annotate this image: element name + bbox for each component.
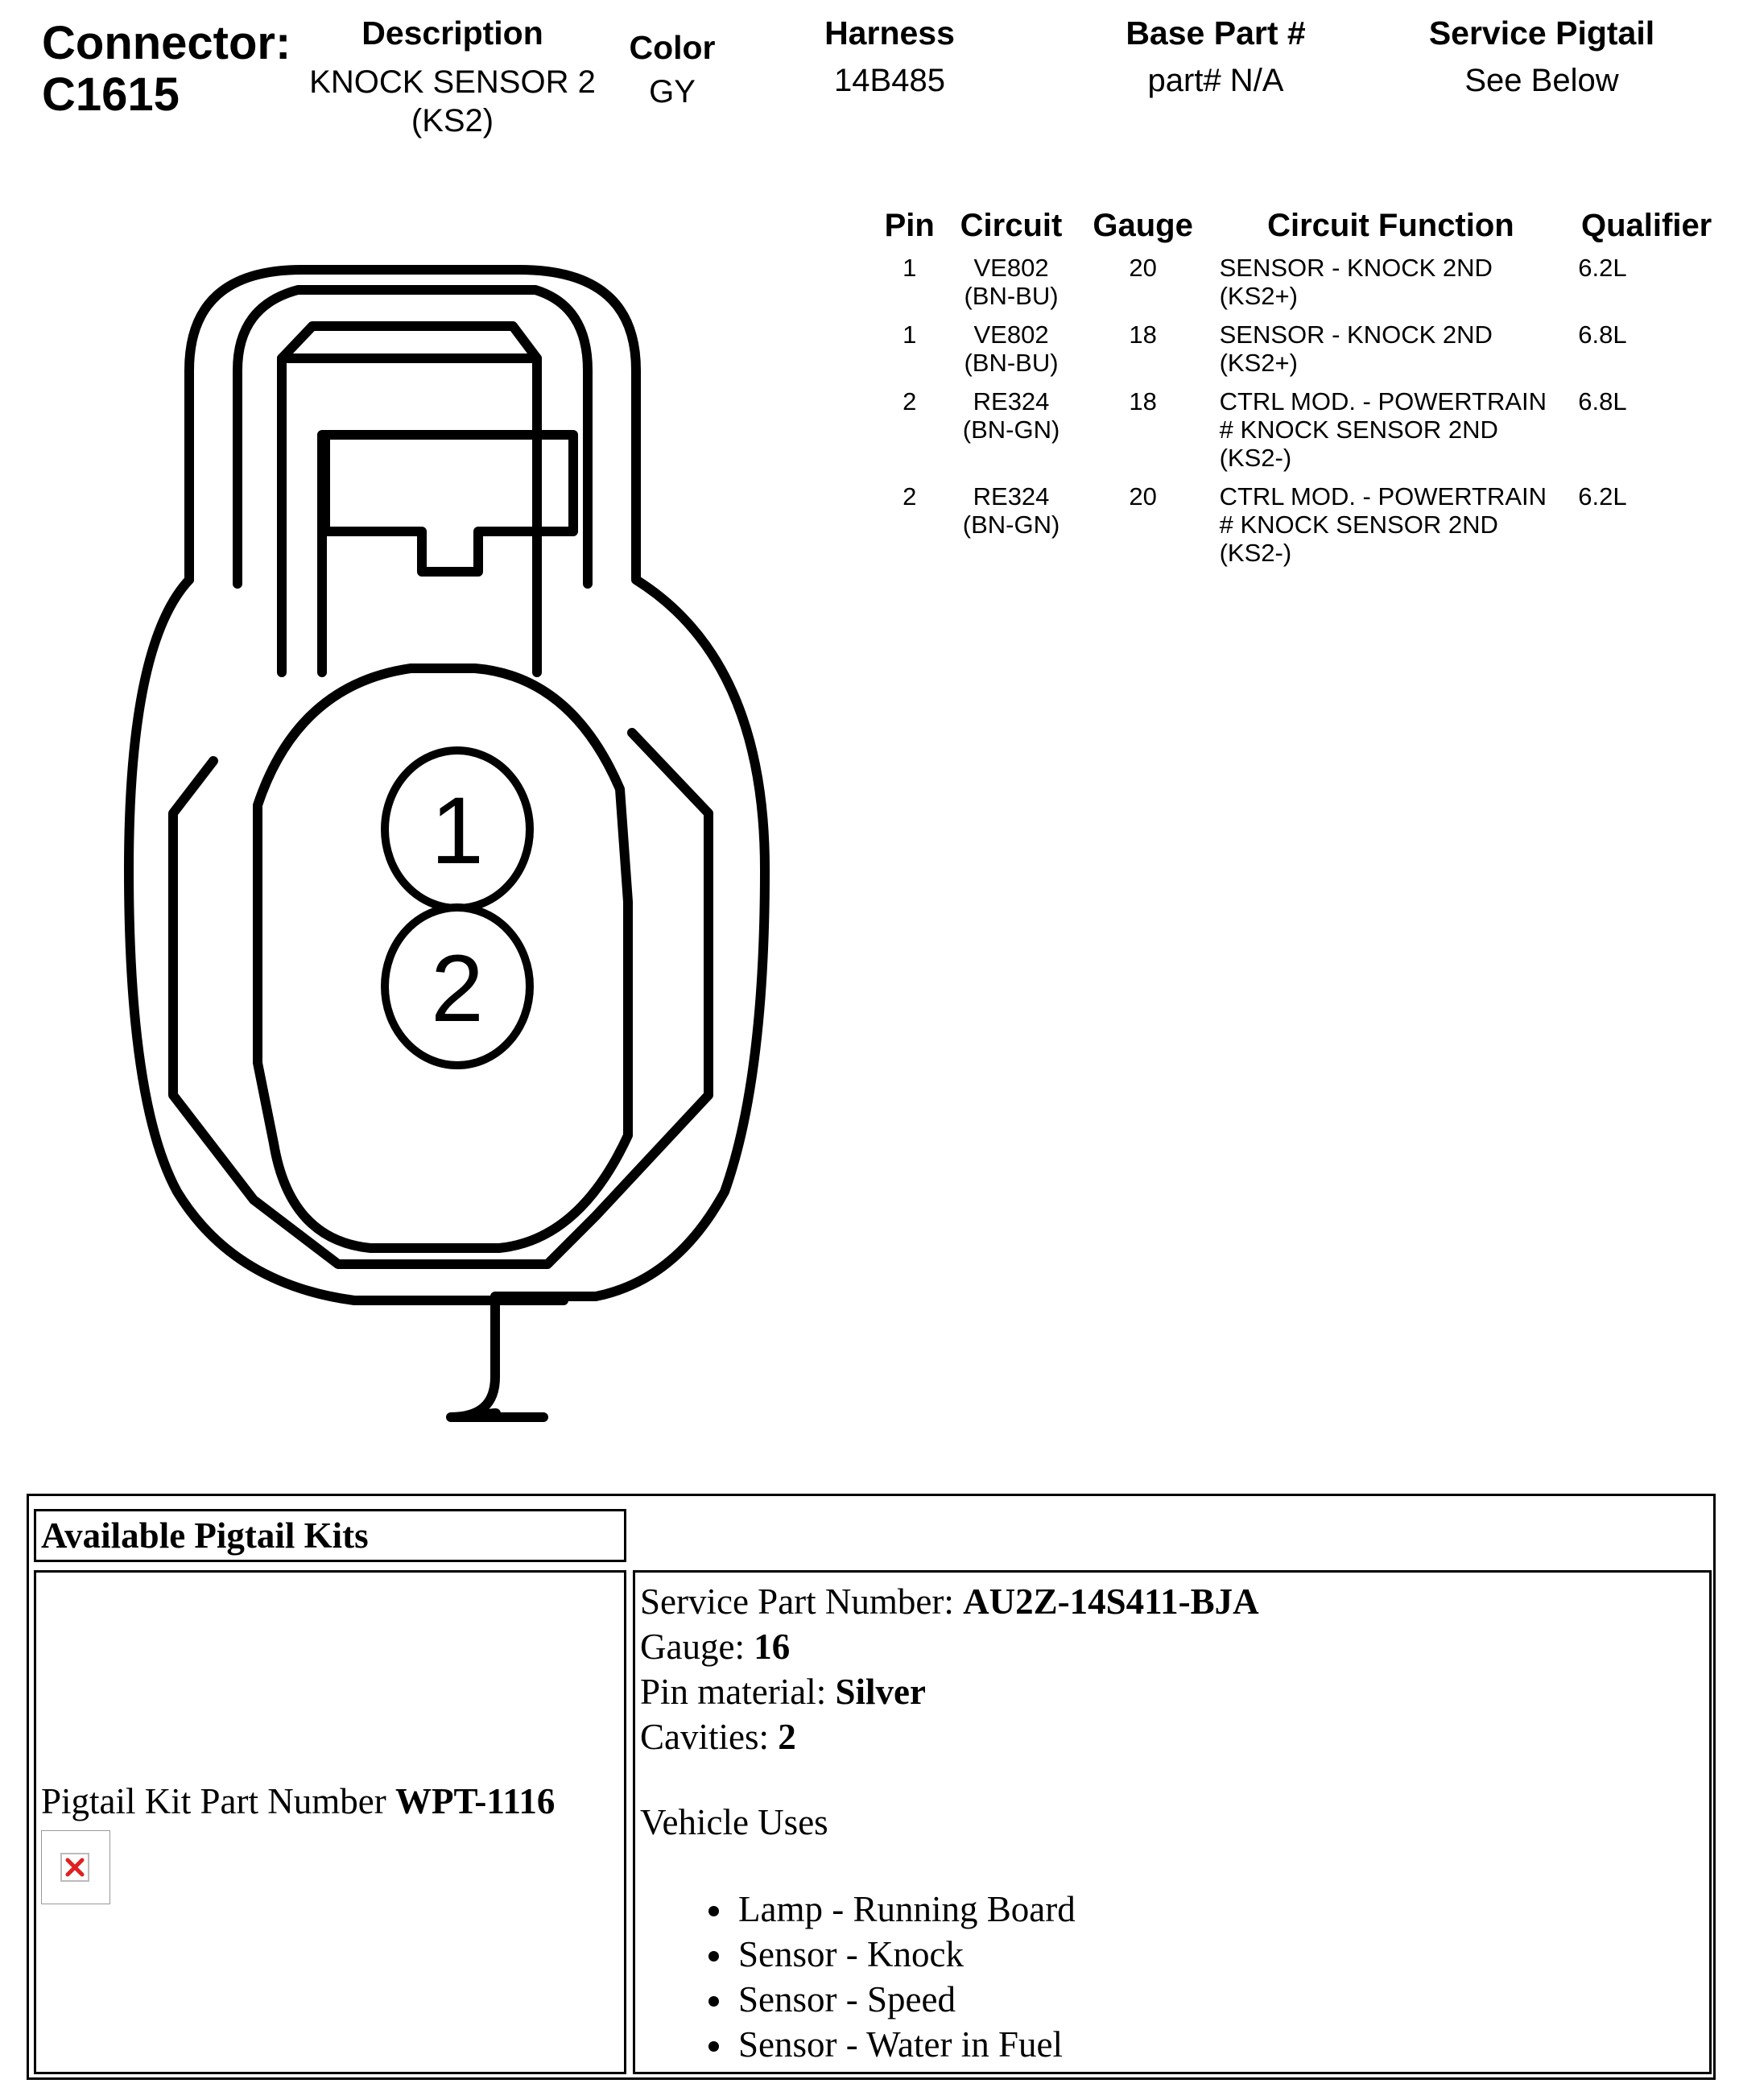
color-value: GY	[649, 74, 696, 110]
pigtail-kits-heading: Available Pigtail Kits	[34, 1509, 626, 1562]
list-item: • Lamp - Running Board	[735, 1887, 1704, 1932]
harness-block	[789, 14, 990, 100]
connector-label: Connector:	[42, 17, 291, 69]
pin-material-label: Pin material:	[640, 1672, 836, 1712]
list-item: • Sensor - Water in Fuel	[735, 2022, 1704, 2067]
list-item: • Sensor - Speed	[735, 1977, 1704, 2022]
pin-2-label: 2	[431, 936, 484, 1042]
function-cell: CTRL MOD. - POWERTRAIN # KNOCK SENSOR 2ND (KS2-)	[1219, 387, 1547, 472]
pin-cell: 1	[903, 254, 917, 282]
vehicle-uses-list	[640, 1887, 1704, 2067]
base-part-block	[1095, 14, 1336, 100]
function-cell: SENSOR - KNOCK 2ND (KS2+)	[1219, 320, 1493, 377]
pin-cell: 1	[903, 320, 917, 349]
qualifier-cell: 6.2L	[1578, 482, 1627, 511]
kit-details-cell	[633, 1570, 1712, 2074]
color-block	[612, 29, 733, 111]
harness-value: 14B485	[834, 63, 945, 98]
pin-table-header	[878, 208, 1715, 254]
kit-number-cell	[34, 1570, 626, 2074]
base-part-label: Base Part #	[1126, 14, 1306, 52]
list-item: • Sensor - Knock	[735, 1932, 1704, 1977]
service-pigtail-block	[1401, 14, 1683, 100]
function-cell: SENSOR - KNOCK 2ND (KS2+)	[1219, 254, 1493, 310]
service-part-line	[640, 1579, 1704, 1624]
description-value: KNOCK SENSOR 2 (KS2)	[309, 64, 596, 138]
pin-header: Pin	[884, 208, 935, 243]
broken-image-icon	[41, 1830, 110, 1904]
gauge-line	[640, 1624, 1704, 1669]
pin-1-label: 1	[431, 778, 484, 884]
connector-title	[42, 18, 291, 121]
harness-label: Harness	[824, 14, 955, 52]
cavities-value: 2	[778, 1717, 796, 1757]
gauge-cell: 18	[1129, 387, 1157, 415]
description-label: Description	[361, 14, 543, 52]
gauge-cell: 20	[1129, 482, 1157, 511]
pin-cell: 2	[903, 482, 917, 511]
kit-number-line	[41, 1780, 555, 1822]
circuit-cell: RE324 (BN-GN)	[962, 387, 1060, 444]
gauge-cell: 18	[1129, 320, 1157, 349]
description-block	[299, 14, 605, 140]
circuit-cell: RE324 (BN-GN)	[962, 482, 1060, 539]
table-row	[878, 320, 1715, 387]
qualifier-cell: 6.8L	[1578, 320, 1627, 349]
service-pigtail-value: See Below	[1464, 63, 1619, 98]
cavities-line	[640, 1714, 1704, 1759]
qualifier-header: Qualifier	[1580, 208, 1712, 243]
pin-cell: 2	[903, 387, 917, 415]
gauge-value: 16	[754, 1627, 791, 1667]
pin-material-value: Silver	[835, 1672, 926, 1712]
service-part-value: AU2Z-14S411-BJA	[963, 1581, 1259, 1622]
connector-id: C1615	[42, 68, 180, 121]
circuit-header: Circuit	[960, 208, 1063, 243]
table-row	[878, 254, 1715, 320]
service-pigtail-label: Service Pigtail	[1428, 14, 1655, 52]
connector-face-diagram	[113, 258, 781, 1433]
circuit-cell: VE802 (BN-BU)	[964, 254, 1059, 310]
service-part-label: Service Part Number:	[640, 1581, 964, 1622]
kit-number-value: WPT-1116	[394, 1781, 556, 1821]
pigtail-kits-table	[27, 1494, 1716, 2080]
pin-table	[878, 208, 1715, 577]
kit-number-label: Pigtail Kit Part Number	[41, 1781, 395, 1821]
vehicle-uses-heading: Vehicle Uses	[640, 1802, 828, 1842]
pin-material-line	[640, 1669, 1704, 1714]
function-cell: CTRL MOD. - POWERTRAIN # KNOCK SENSOR 2ND (KS2-)	[1219, 482, 1547, 567]
qualifier-cell: 6.8L	[1578, 387, 1627, 415]
qualifier-cell: 6.2L	[1578, 254, 1627, 282]
base-part-value: part# N/A	[1147, 63, 1284, 98]
circuit-cell: VE802 (BN-BU)	[964, 320, 1059, 377]
color-label: Color	[629, 29, 716, 66]
table-row	[878, 387, 1715, 482]
table-row	[878, 482, 1715, 577]
gauge-header: Gauge	[1093, 208, 1193, 243]
function-header: Circuit Function	[1267, 208, 1514, 243]
gauge-label: Gauge:	[640, 1627, 754, 1667]
gauge-cell: 20	[1129, 254, 1157, 282]
cavities-label: Cavities:	[640, 1717, 779, 1757]
